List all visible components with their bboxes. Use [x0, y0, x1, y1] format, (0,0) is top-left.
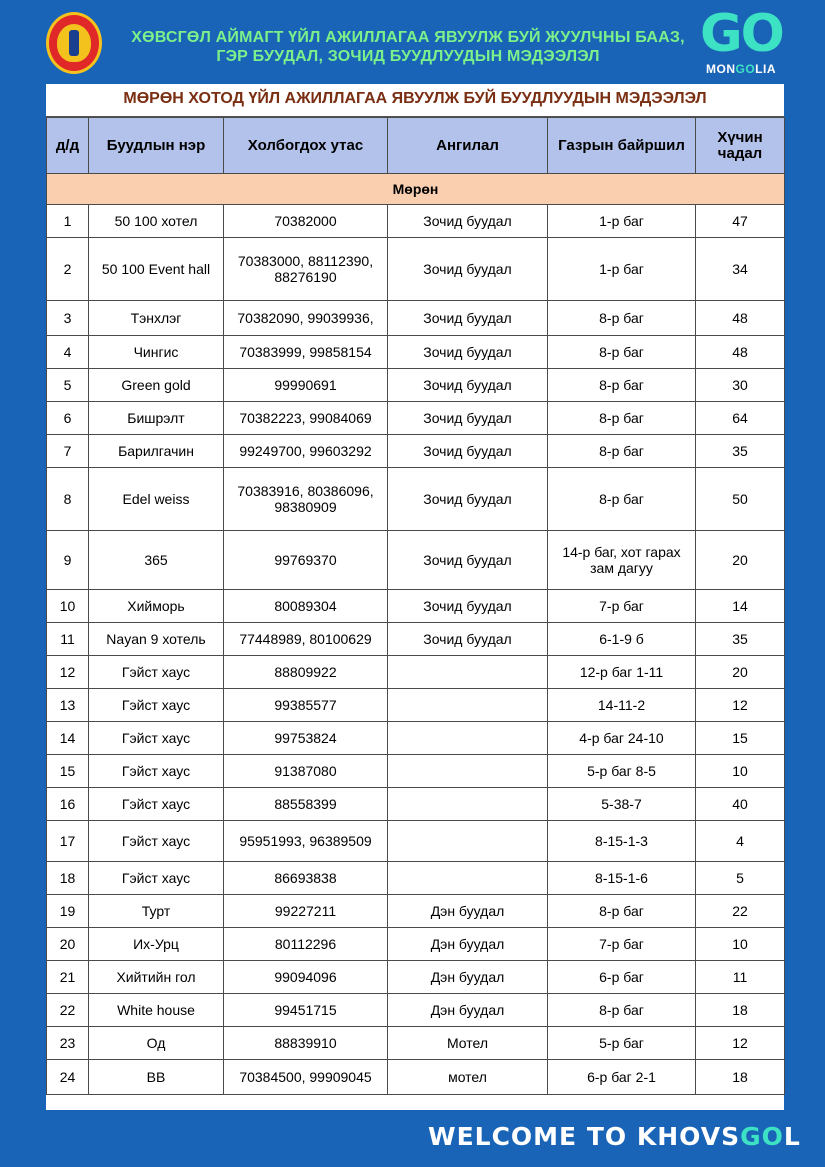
- cell-location: 8-р баг: [548, 895, 696, 928]
- cell-type: Дэн буудал: [388, 928, 548, 961]
- cell-no: 3: [47, 301, 89, 336]
- cell-phone: 99249700, 99603292: [224, 435, 388, 468]
- hotel-table: [46, 117, 785, 1095]
- cell-no: 7: [47, 435, 89, 468]
- cell-capacity: 18: [696, 1060, 785, 1095]
- cell-phone: 70382090, 99039936,: [224, 301, 388, 336]
- cell-capacity: 40: [696, 788, 785, 821]
- cell-name: Nayan 9 хотель: [89, 623, 224, 656]
- table-row: [47, 788, 785, 821]
- cell-no: 9: [47, 531, 89, 590]
- cell-location: 5-р баг: [548, 1027, 696, 1060]
- cell-no: 11: [47, 623, 89, 656]
- table-row: [47, 862, 785, 895]
- cell-type: Зочид буудал: [388, 205, 548, 238]
- cell-location: 14-11-2: [548, 689, 696, 722]
- cell-no: 18: [47, 862, 89, 895]
- table-row: [47, 821, 785, 862]
- column-header-phone: Холбогдох утас: [224, 118, 388, 174]
- cell-type: Дэн буудал: [388, 961, 548, 994]
- cell-location: 6-1-9 б: [548, 623, 696, 656]
- cell-name: Гэйст хаус: [89, 689, 224, 722]
- table-row: [47, 689, 785, 722]
- cell-type: Зочид буудал: [388, 238, 548, 301]
- cell-no: 16: [47, 788, 89, 821]
- cell-capacity: 47: [696, 205, 785, 238]
- cell-name: Чингис: [89, 336, 224, 369]
- cell-name: Гэйст хаус: [89, 656, 224, 689]
- cell-location: 6-р баг 2-1: [548, 1060, 696, 1095]
- cell-phone: 99769370: [224, 531, 388, 590]
- cell-type: мотел: [388, 1060, 548, 1095]
- table-row: [47, 468, 785, 531]
- cell-phone: 77448989, 80100629: [224, 623, 388, 656]
- cell-capacity: 18: [696, 994, 785, 1027]
- table-row: [47, 928, 785, 961]
- go-mongolia-logo: [694, 4, 794, 80]
- cell-location: 12-р баг 1-11: [548, 656, 696, 689]
- cell-name: Барилгачин: [89, 435, 224, 468]
- cell-location: 5-38-7: [548, 788, 696, 821]
- table-row: [47, 238, 785, 301]
- cell-type: [388, 722, 548, 755]
- cell-name: Хийтийн гол: [89, 961, 224, 994]
- cell-capacity: 5: [696, 862, 785, 895]
- cell-phone: 95951993, 96389509: [224, 821, 388, 862]
- cell-phone: 80089304: [224, 590, 388, 623]
- cell-name: Гэйст хаус: [89, 755, 224, 788]
- table-row: [47, 369, 785, 402]
- cell-name: Бишрэлт: [89, 402, 224, 435]
- cell-no: 4: [47, 336, 89, 369]
- cell-phone: 99094096: [224, 961, 388, 994]
- cell-capacity: 14: [696, 590, 785, 623]
- go-logo-main: GO: [700, 4, 783, 64]
- cell-type: Дэн буудал: [388, 895, 548, 928]
- cell-name: Их-Урц: [89, 928, 224, 961]
- cell-no: 13: [47, 689, 89, 722]
- table-row: [47, 1027, 785, 1060]
- cell-phone: 70382223, 99084069: [224, 402, 388, 435]
- table-row: [47, 755, 785, 788]
- cell-name: Гэйст хаус: [89, 788, 224, 821]
- cell-location: 8-р баг: [548, 336, 696, 369]
- table-row: [47, 623, 785, 656]
- cell-name: Од: [89, 1027, 224, 1060]
- cell-phone: 70383999, 99858154: [224, 336, 388, 369]
- table-row: [47, 722, 785, 755]
- cell-no: 1: [47, 205, 89, 238]
- page-header: [0, 0, 825, 84]
- cell-no: 21: [47, 961, 89, 994]
- cell-type: [388, 656, 548, 689]
- cell-type: [388, 821, 548, 862]
- cell-location: 4-р баг 24-10: [548, 722, 696, 755]
- cell-capacity: 10: [696, 755, 785, 788]
- cell-phone: 88809922: [224, 656, 388, 689]
- cell-no: 17: [47, 821, 89, 862]
- table-row: [47, 961, 785, 994]
- table-row: [47, 656, 785, 689]
- cell-capacity: 50: [696, 468, 785, 531]
- cell-location: 1-р баг: [548, 205, 696, 238]
- cell-name: Тэнхлэг: [89, 301, 224, 336]
- column-header-location: Газрын байршил: [548, 118, 696, 174]
- cell-location: 14-р баг, хот гарах зам дагуу: [548, 531, 696, 590]
- cell-type: [388, 788, 548, 821]
- table-row: [47, 205, 785, 238]
- cell-type: Зочид буудал: [388, 435, 548, 468]
- hotel-info-sheet: [46, 84, 784, 1110]
- cell-name: Гэйст хаус: [89, 821, 224, 862]
- cell-name: Хийморь: [89, 590, 224, 623]
- cell-phone: 99990691: [224, 369, 388, 402]
- cell-phone: 99227211: [224, 895, 388, 928]
- cell-capacity: 35: [696, 435, 785, 468]
- header-title-line1: ХӨВСГӨЛ АЙМАГТ ҮЙЛ АЖИЛЛАГАА ЯВУУЛЖ БУЙ ЖУУЛЧНЫ БААЗ,: [131, 29, 685, 46]
- section-label: Мөрөн: [47, 174, 785, 205]
- cell-phone: 99451715: [224, 994, 388, 1027]
- cell-name: Гэйст хаус: [89, 862, 224, 895]
- cell-phone: 86693838: [224, 862, 388, 895]
- cell-location: 8-р баг: [548, 301, 696, 336]
- cell-type: Зочид буудал: [388, 531, 548, 590]
- cell-location: 6-р баг: [548, 961, 696, 994]
- cell-phone: 70384500, 99909045: [224, 1060, 388, 1095]
- cell-no: 10: [47, 590, 89, 623]
- table-row: [47, 994, 785, 1027]
- cell-type: Зочид буудал: [388, 336, 548, 369]
- cell-capacity: 4: [696, 821, 785, 862]
- cell-phone: 88558399: [224, 788, 388, 821]
- table-row: [47, 531, 785, 590]
- cell-no: 19: [47, 895, 89, 928]
- cell-name: Green gold: [89, 369, 224, 402]
- sheet-title: МӨРӨН ХОТОД ҮЙЛ АЖИЛЛАГАА ЯВУУЛЖ БУЙ БУУДЛУУДЫН МЭДЭЭЛЭЛ: [46, 84, 784, 117]
- cell-phone: 99385577: [224, 689, 388, 722]
- cell-phone: 70383916, 80386096, 98380909: [224, 468, 388, 531]
- column-header-type: Ангилал: [388, 118, 548, 174]
- cell-location: 8-р баг: [548, 468, 696, 531]
- section-row: [47, 174, 785, 205]
- cell-no: 20: [47, 928, 89, 961]
- cell-no: 22: [47, 994, 89, 1027]
- cell-capacity: 22: [696, 895, 785, 928]
- cell-capacity: 12: [696, 1027, 785, 1060]
- cell-name: Турт: [89, 895, 224, 928]
- cell-phone: 91387080: [224, 755, 388, 788]
- cell-type: Зочид буудал: [388, 301, 548, 336]
- cell-location: 8-15-1-6: [548, 862, 696, 895]
- cell-name: BB: [89, 1060, 224, 1095]
- table-row: [47, 402, 785, 435]
- cell-capacity: 20: [696, 656, 785, 689]
- cell-name: 365: [89, 531, 224, 590]
- cell-no: 6: [47, 402, 89, 435]
- cell-capacity: 20: [696, 531, 785, 590]
- cell-location: 7-р баг: [548, 928, 696, 961]
- cell-type: [388, 755, 548, 788]
- cell-no: 23: [47, 1027, 89, 1060]
- column-header-capacity: Хүчин чадал: [696, 118, 785, 174]
- cell-no: 5: [47, 369, 89, 402]
- cell-phone: 80112296: [224, 928, 388, 961]
- go-logo-sub: MONGOLIA: [706, 62, 777, 76]
- cell-capacity: 34: [696, 238, 785, 301]
- cell-capacity: 12: [696, 689, 785, 722]
- cell-capacity: 48: [696, 301, 785, 336]
- footer-slogan: WELCOME TO KHOVSGOL: [428, 1122, 801, 1151]
- table-row: [47, 301, 785, 336]
- table-row: [47, 336, 785, 369]
- cell-type: Дэн буудал: [388, 994, 548, 1027]
- cell-capacity: 11: [696, 961, 785, 994]
- table-row: [47, 895, 785, 928]
- cell-type: Зочид буудал: [388, 402, 548, 435]
- cell-capacity: 15: [696, 722, 785, 755]
- cell-phone: 70382000: [224, 205, 388, 238]
- cell-location: 1-р баг: [548, 238, 696, 301]
- cell-phone: 88839910: [224, 1027, 388, 1060]
- header-title-line2: ГЭР БУУДАЛ, ЗОЧИД БУУДЛУУДЫН МЭДЭЭЛЭЛ: [216, 48, 600, 65]
- cell-location: 7-р баг: [548, 590, 696, 623]
- cell-no: 12: [47, 656, 89, 689]
- cell-name: Edel weiss: [89, 468, 224, 531]
- cell-phone: 99753824: [224, 722, 388, 755]
- cell-location: 8-15-1-3: [548, 821, 696, 862]
- cell-no: 15: [47, 755, 89, 788]
- column-header-name: Буудлын нэр: [89, 118, 224, 174]
- cell-capacity: 30: [696, 369, 785, 402]
- cell-phone: 70383000, 88112390, 88276190: [224, 238, 388, 301]
- cell-no: 24: [47, 1060, 89, 1095]
- cell-capacity: 35: [696, 623, 785, 656]
- table-row: [47, 435, 785, 468]
- cell-location: 8-р баг: [548, 369, 696, 402]
- column-header-no: д/д: [47, 118, 89, 174]
- cell-location: 8-р баг: [548, 402, 696, 435]
- cell-no: 8: [47, 468, 89, 531]
- cell-type: [388, 862, 548, 895]
- cell-no: 2: [47, 238, 89, 301]
- cell-type: Зочид буудал: [388, 590, 548, 623]
- cell-type: Зочид буудал: [388, 623, 548, 656]
- cell-name: Гэйст хаус: [89, 722, 224, 755]
- cell-capacity: 10: [696, 928, 785, 961]
- cell-location: 8-р баг: [548, 994, 696, 1027]
- cell-name: 50 100 хотел: [89, 205, 224, 238]
- cell-location: 8-р баг: [548, 435, 696, 468]
- header-title: [118, 28, 698, 66]
- cell-type: [388, 689, 548, 722]
- cell-no: 14: [47, 722, 89, 755]
- cell-capacity: 64: [696, 402, 785, 435]
- table-row: [47, 590, 785, 623]
- cell-capacity: 48: [696, 336, 785, 369]
- table-row: [47, 1060, 785, 1095]
- province-emblem-icon: [46, 12, 102, 74]
- cell-type: Мотел: [388, 1027, 548, 1060]
- cell-name: 50 100 Event hall: [89, 238, 224, 301]
- cell-type: Зочид буудал: [388, 369, 548, 402]
- cell-location: 5-р баг 8-5: [548, 755, 696, 788]
- cell-type: Зочид буудал: [388, 468, 548, 531]
- table-header-row: [47, 118, 785, 174]
- cell-name: White house: [89, 994, 224, 1027]
